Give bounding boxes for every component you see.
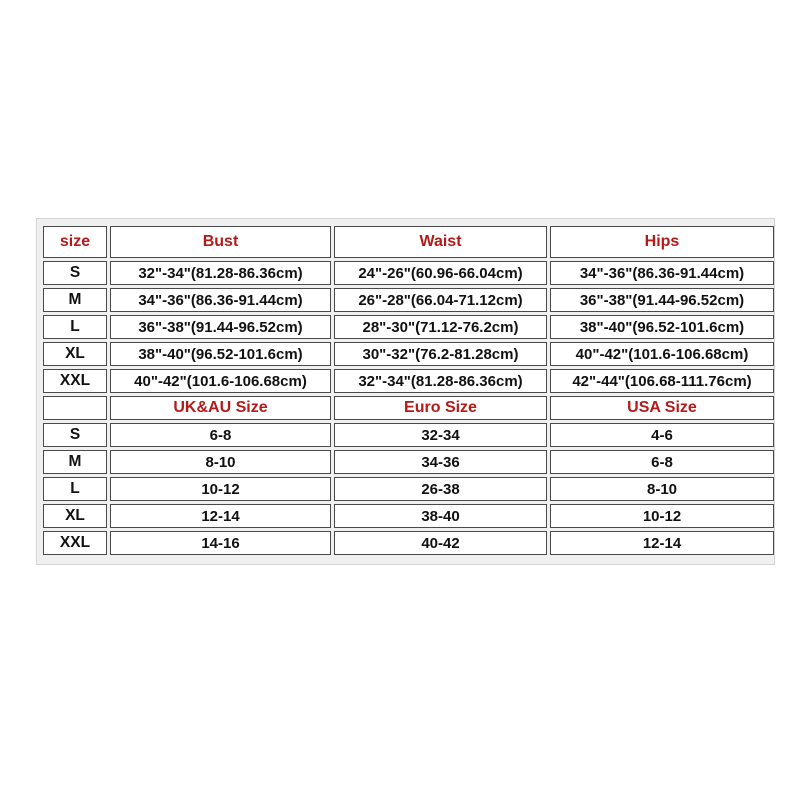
uk-au-cell: 12-14 xyxy=(110,504,331,528)
size-cell: S xyxy=(43,423,107,447)
waist-cell: 24"-26"(60.96-66.04cm) xyxy=(334,261,547,285)
bust-column-header: Bust xyxy=(110,226,331,258)
conversion-header-row xyxy=(43,396,774,420)
bust-cell: 36"-38"(91.44-96.52cm) xyxy=(110,315,331,339)
measurement-row-s xyxy=(43,261,774,285)
conversion-row-s xyxy=(43,423,774,447)
usa-cell: 4-6 xyxy=(550,423,774,447)
size-cell: S xyxy=(43,261,107,285)
size-cell: XXL xyxy=(43,531,107,555)
measurement-row-l xyxy=(43,315,774,339)
conversion-corner-cell xyxy=(43,396,107,420)
waist-cell: 30"-32"(76.2-81.28cm) xyxy=(334,342,547,366)
waist-cell: 32"-34"(81.28-86.36cm) xyxy=(334,369,547,393)
euro-cell: 40-42 xyxy=(334,531,547,555)
euro-cell: 32-34 xyxy=(334,423,547,447)
conversion-row-xxl xyxy=(43,531,774,555)
waist-cell: 26"-28"(66.04-71.12cm) xyxy=(334,288,547,312)
usa-cell: 10-12 xyxy=(550,504,774,528)
hips-cell: 34"-36"(86.36-91.44cm) xyxy=(550,261,774,285)
conversion-row-xl xyxy=(43,504,774,528)
conversion-row-m xyxy=(43,450,774,474)
bust-cell: 38"-40"(96.52-101.6cm) xyxy=(110,342,331,366)
hips-cell: 42"-44"(106.68-111.76cm) xyxy=(550,369,774,393)
measurement-row-m xyxy=(43,288,774,312)
measurement-row-xl xyxy=(43,342,774,366)
usa-cell: 6-8 xyxy=(550,450,774,474)
measurement-header-row xyxy=(43,226,774,258)
usa-column-header: USA Size xyxy=(550,396,774,420)
uk-au-column-header: UK&AU Size xyxy=(110,396,331,420)
size-cell: M xyxy=(43,288,107,312)
conversion-row-l xyxy=(43,477,774,501)
euro-cell: 34-36 xyxy=(334,450,547,474)
usa-cell: 8-10 xyxy=(550,477,774,501)
euro-column-header: Euro Size xyxy=(334,396,547,420)
size-chart-table xyxy=(40,223,777,558)
measurement-row-xxl xyxy=(43,369,774,393)
hips-column-header: Hips xyxy=(550,226,774,258)
uk-au-cell: 10-12 xyxy=(110,477,331,501)
size-column-header: size xyxy=(43,226,107,258)
usa-cell: 12-14 xyxy=(550,531,774,555)
size-cell: XL xyxy=(43,504,107,528)
uk-au-cell: 6-8 xyxy=(110,423,331,447)
euro-cell: 38-40 xyxy=(334,504,547,528)
size-cell: XL xyxy=(43,342,107,366)
size-cell: XXL xyxy=(43,369,107,393)
hips-cell: 38"-40"(96.52-101.6cm) xyxy=(550,315,774,339)
bust-cell: 40"-42"(101.6-106.68cm) xyxy=(110,369,331,393)
uk-au-cell: 14-16 xyxy=(110,531,331,555)
waist-column-header: Waist xyxy=(334,226,547,258)
hips-cell: 36"-38"(91.44-96.52cm) xyxy=(550,288,774,312)
euro-cell: 26-38 xyxy=(334,477,547,501)
uk-au-cell: 8-10 xyxy=(110,450,331,474)
size-cell: M xyxy=(43,450,107,474)
size-cell: L xyxy=(43,477,107,501)
bust-cell: 34"-36"(86.36-91.44cm) xyxy=(110,288,331,312)
size-cell: L xyxy=(43,315,107,339)
bust-cell: 32"-34"(81.28-86.36cm) xyxy=(110,261,331,285)
waist-cell: 28"-30"(71.12-76.2cm) xyxy=(334,315,547,339)
hips-cell: 40"-42"(101.6-106.68cm) xyxy=(550,342,774,366)
